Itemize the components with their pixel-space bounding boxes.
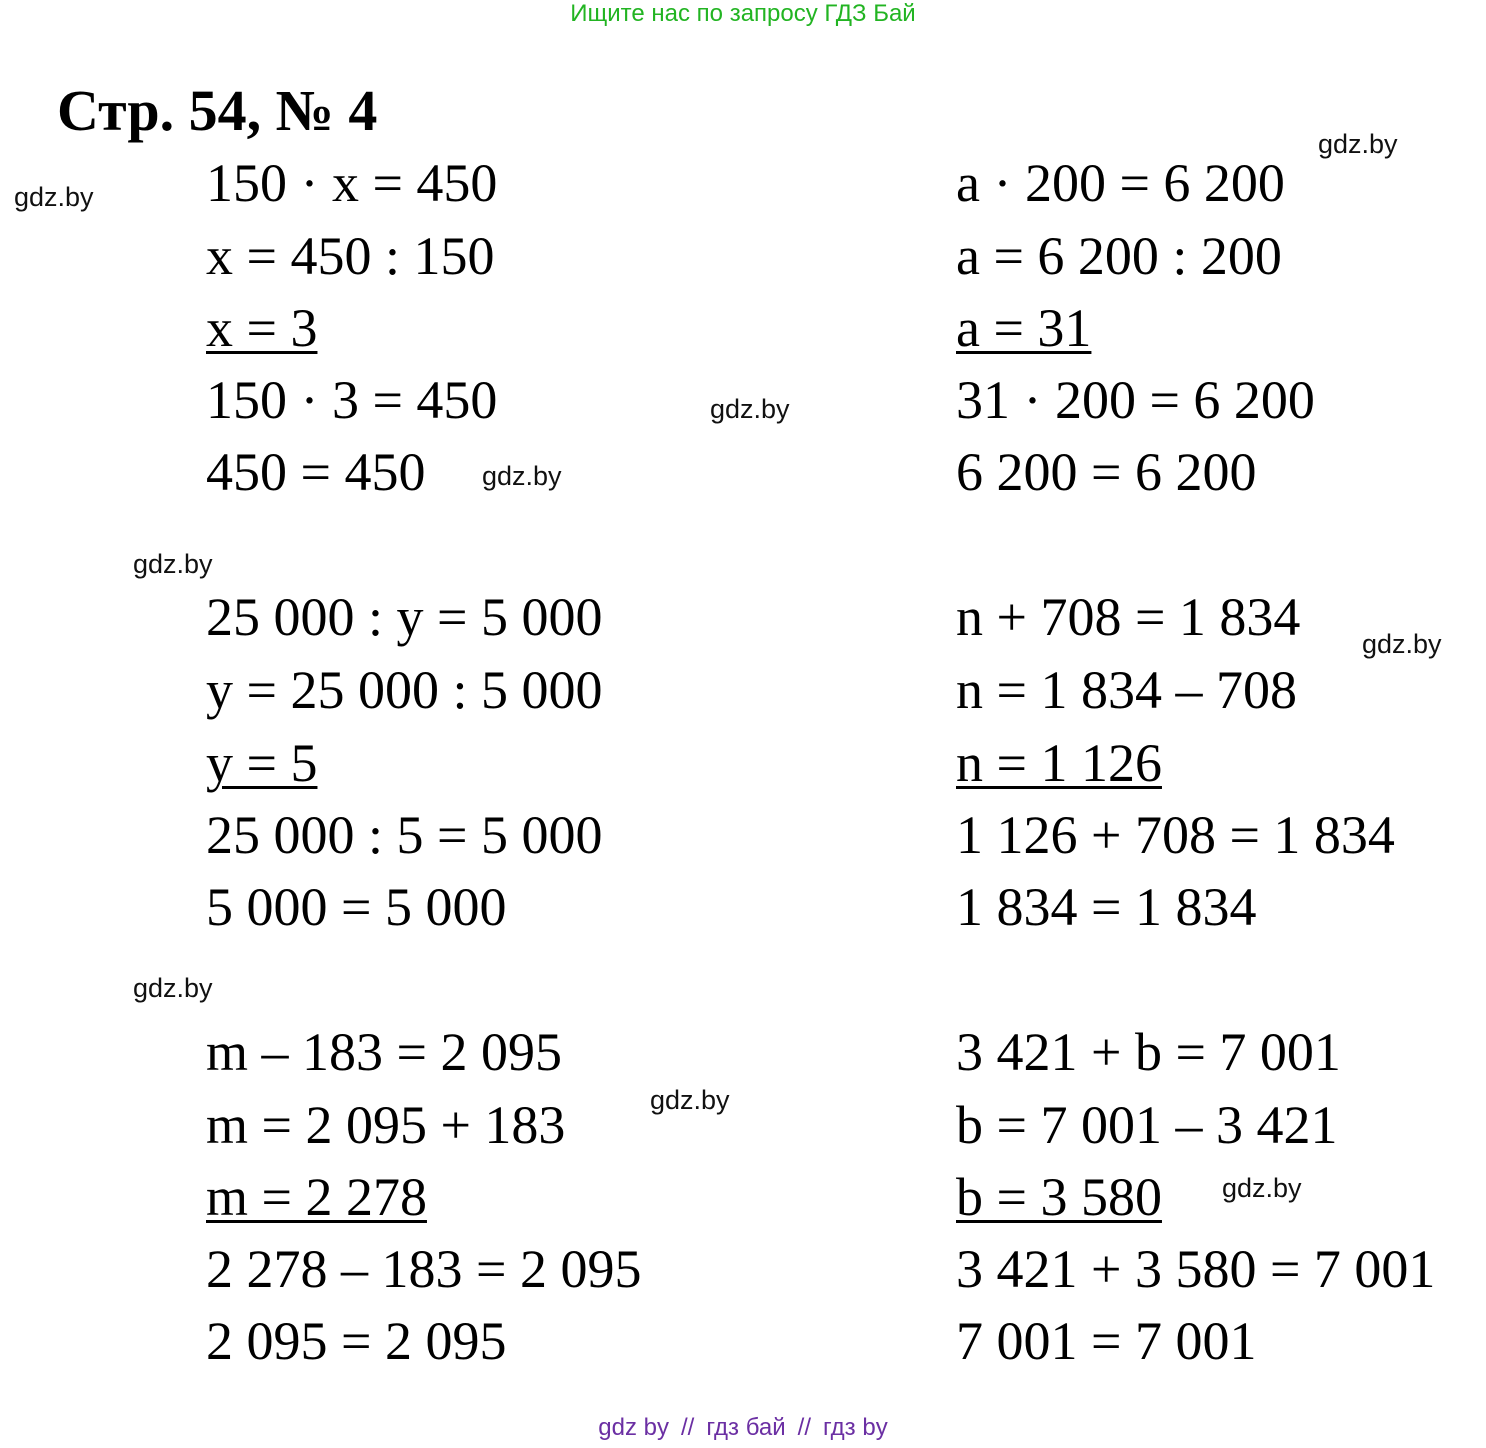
watermark: gdz.by [1362,629,1442,659]
watermark: gdz.by [1222,1173,1302,1203]
equation-line: x = 450 : 150 [206,226,495,286]
watermark: gdz.by [133,549,213,579]
equation-line: a · 200 = 6 200 [956,153,1285,213]
equation-line: 25 000 : y = 5 000 [206,587,603,647]
equation-check: 7 001 = 7 001 [956,1311,1257,1371]
equation-check: 2 095 = 2 095 [206,1311,507,1371]
equation-result: a = 31 [956,298,1092,358]
equation-result: m = 2 278 [206,1167,427,1227]
equation-check: 3 421 + 3 580 = 7 001 [956,1239,1436,1299]
equation-check: 2 278 – 183 = 2 095 [206,1239,642,1299]
footer-separator: // [797,1414,811,1441]
equation-line: y = 25 000 : 5 000 [206,660,603,720]
equation-result: b = 3 580 [956,1167,1162,1227]
watermark: gdz.by [482,461,562,491]
top-banner: Ищите нас по запросу ГДЗ Бай [570,0,916,27]
equation-line: n + 708 = 1 834 [956,587,1301,647]
footer-link[interactable]: gdz by [598,1414,669,1441]
equation-check: 31 · 200 = 6 200 [956,370,1315,430]
equation-line: m – 183 = 2 095 [206,1022,562,1082]
watermark: gdz.by [650,1085,730,1115]
equation-check: 5 000 = 5 000 [206,877,507,937]
page-title: Стр. 54, № 4 [57,78,378,143]
equation-result: x = 3 [206,298,318,358]
equation-check: 6 200 = 6 200 [956,442,1257,502]
equation-result: n = 1 126 [956,733,1162,793]
equation-check: 1 834 = 1 834 [956,877,1257,937]
equation-check: 150 · 3 = 450 [206,370,498,430]
footer-link[interactable]: гдз by [823,1414,888,1441]
watermark: gdz.by [14,182,94,212]
equation-check: 450 = 450 [206,442,426,502]
equation-check: 1 126 + 708 = 1 834 [956,805,1395,865]
equation-line: a = 6 200 : 200 [956,226,1282,286]
equation-line: m = 2 095 + 183 [206,1095,566,1155]
footer-separator: // [681,1414,695,1441]
equation-result: y = 5 [206,733,318,793]
equation-line: 3 421 + b = 7 001 [956,1022,1341,1082]
footer-link[interactable]: гдз бай [706,1414,786,1441]
watermark: gdz.by [1318,129,1398,159]
equation-line: b = 7 001 – 3 421 [956,1095,1338,1155]
watermark: gdz.by [710,394,790,424]
footer [0,1413,1486,1443]
equation-check: 25 000 : 5 = 5 000 [206,805,603,865]
watermark: gdz.by [133,973,213,1003]
equation-line: n = 1 834 – 708 [956,660,1297,720]
equation-line: 150 · x = 450 [206,153,498,213]
